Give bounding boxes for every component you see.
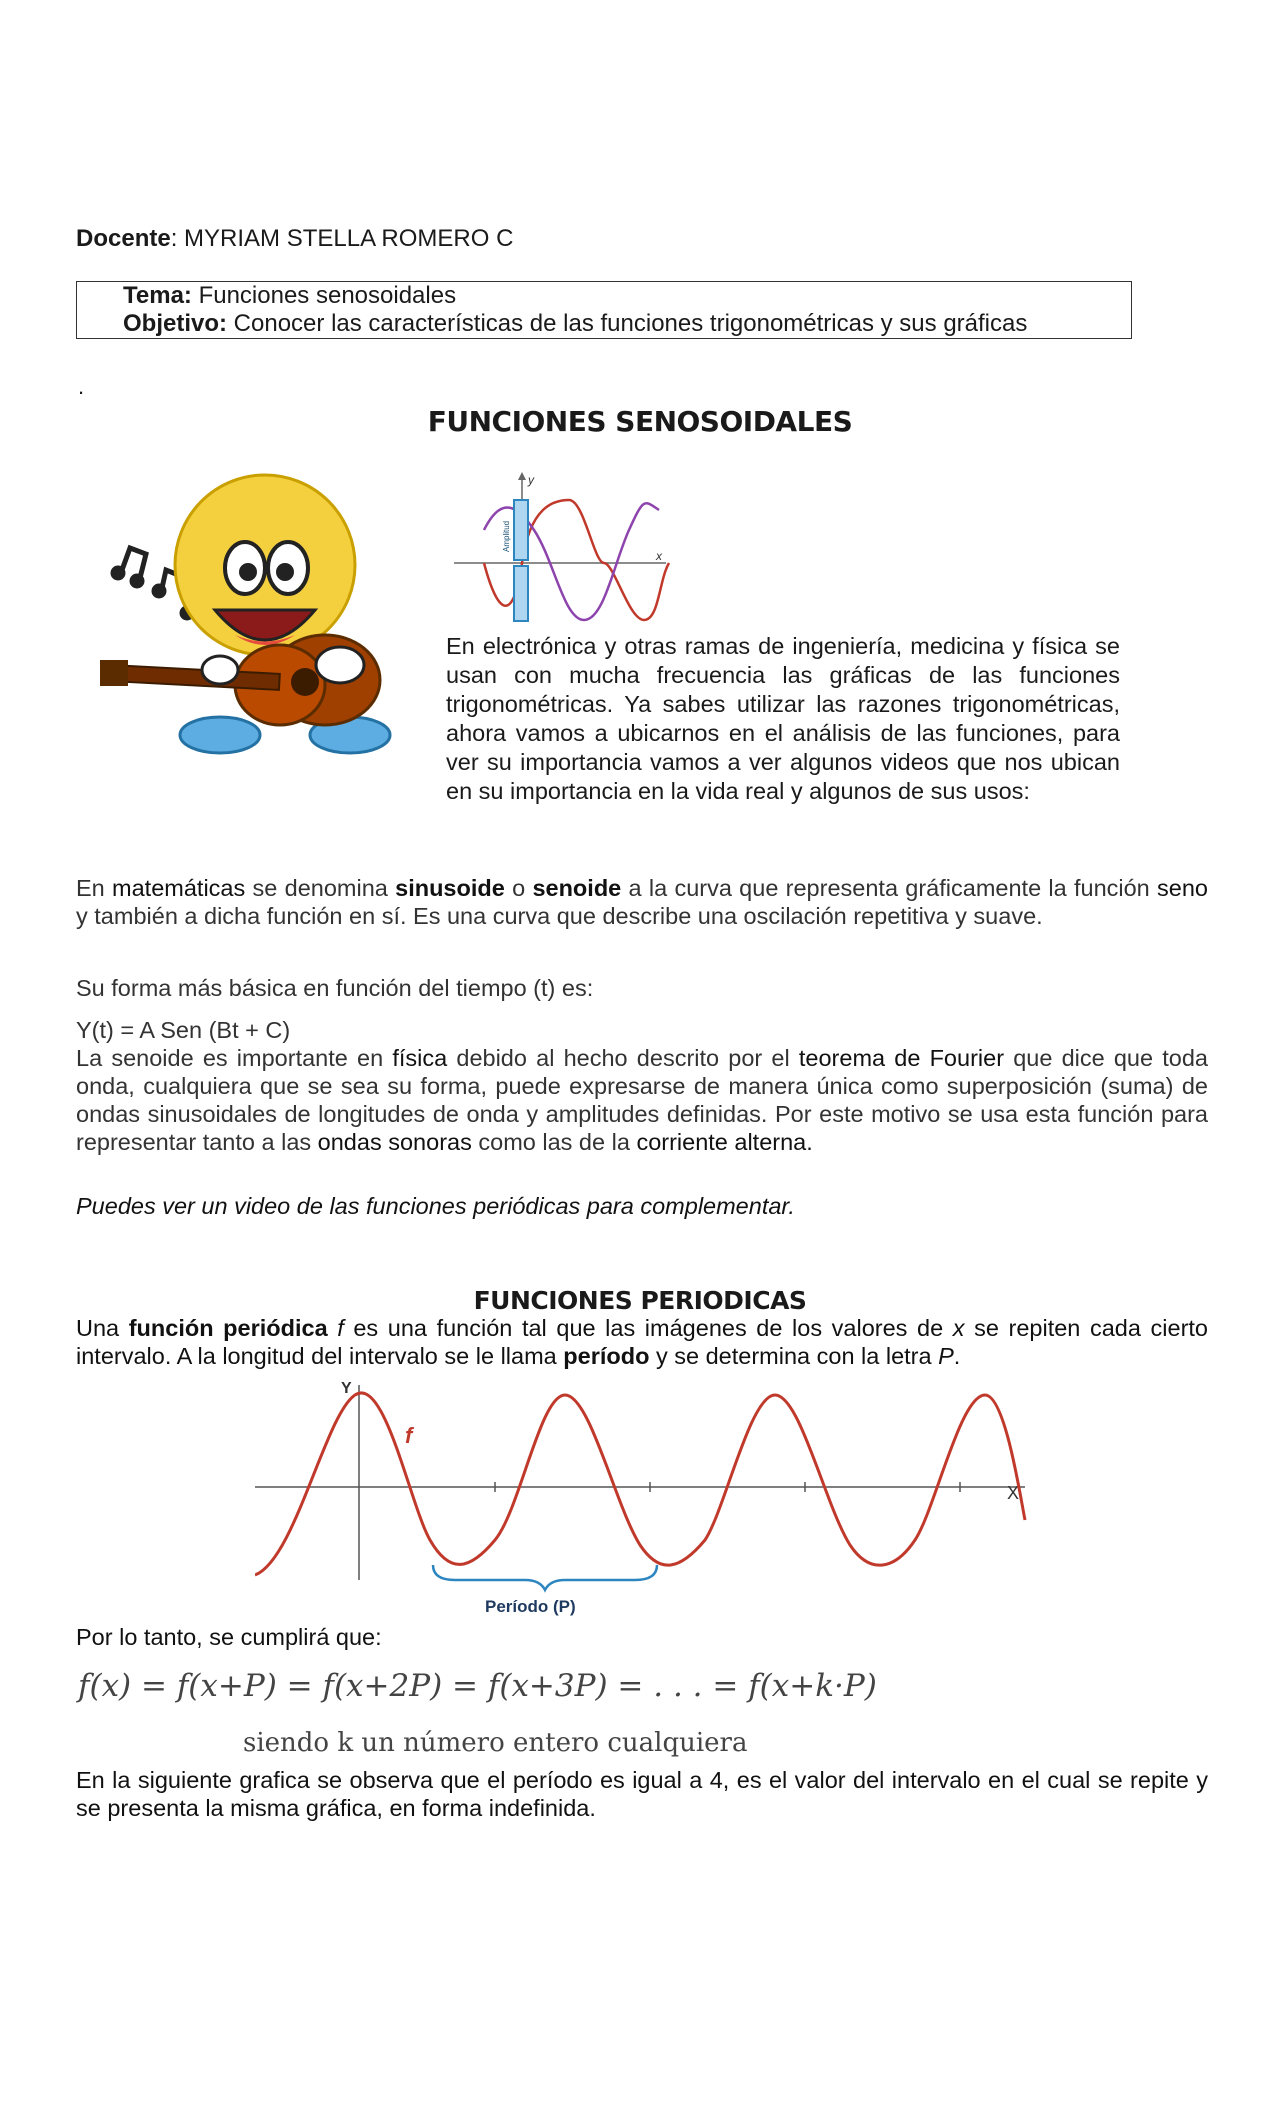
text-span: como las de la	[471, 1129, 637, 1155]
text-span: .	[953, 1343, 961, 1369]
link-fisica[interactable]: física	[392, 1045, 448, 1071]
section-title-periodicas: FUNCIONES PERIODICAS	[473, 1286, 807, 1315]
periodic-curve	[255, 1393, 1025, 1575]
tema-box	[76, 281, 1132, 339]
text-span: y también a dicha función en sí. Es una curva que describe una oscilación repetitiva y suave.	[76, 903, 1043, 929]
fourier-paragraph	[76, 1044, 1208, 1156]
link-seno[interactable]: seno	[1157, 875, 1209, 901]
text-span: o	[504, 875, 533, 901]
text-span: que dice que toda onda, cualquiera que se sea su forma, puede expresarse de manera única como superposición (suma) de ondas sinusoidales de longitudes de onda y amplitudes definidas. Por este motivo se usa esta función para representar tanto a las	[76, 1045, 1208, 1155]
graph-f-label: f	[405, 1423, 413, 1448]
video-note: Puedes ver un video de las funciones periódicas para complementar.	[76, 1193, 795, 1219]
italic-x: x	[952, 1315, 965, 1341]
objetivo-line	[123, 310, 1027, 338]
small-graph-x-label: x	[656, 549, 662, 563]
text-span: es una función tal que las imágenes de los valores de	[343, 1315, 953, 1341]
amplitude-label: Amplitud	[502, 520, 511, 552]
link-matematicas[interactable]: matemáticas	[112, 875, 246, 901]
bold-senoide: senoide	[532, 875, 622, 901]
tema-line	[123, 282, 456, 310]
sine-cosine-graph	[444, 470, 674, 630]
period-label: Período (P)	[485, 1597, 576, 1616]
intro-paragraph: En electrónica y otras ramas de ingeniería, medicina y física se usan con mucha frecuencia las gráficas de las funciones trigonométricas. Ya sabes utilizar las razones trigonométricas, ahora vamos a ubicarnos en el análisis de las funciones, para ver su importancia vamos a ver algunos videos que nos ubican en su importancia en la vida real y algunos de sus usos:	[446, 633, 1120, 804]
text-span: a la curva que representa gráficamente la función	[621, 875, 1158, 901]
objetivo-label: Objetivo:	[123, 310, 228, 337]
final-paragraph: En la siguiente grafica se observa que el período es igual a 4, es el valor del intervalo en el cual se repite y se presenta la misma gráfica, en forma indefinida.	[76, 1767, 1208, 1821]
dot-mark: .	[78, 374, 85, 399]
docente-value: : MYRIAM STELLA ROMERO C	[170, 225, 514, 252]
link-fourier[interactable]: teorema de Fourier	[798, 1045, 1005, 1071]
text-span: La senoide es importante en	[76, 1045, 393, 1071]
italic-p: P	[938, 1343, 954, 1369]
objetivo-value: Conocer las características de las funciones trigonométricas y sus gráficas	[227, 310, 1028, 337]
forma-basica: Su forma más básica en función del tiempo (t) es:	[76, 975, 594, 1001]
text-span: y se determina con la letra	[649, 1343, 939, 1369]
text-span: En	[76, 875, 113, 901]
graph-y-label: Y	[341, 1380, 352, 1397]
text-span: Una	[76, 1315, 129, 1341]
bold-funcion-periodica: función periódica	[128, 1315, 328, 1341]
small-graph-y-label: y	[528, 473, 534, 487]
tema-value: Funciones senosoidales	[191, 282, 457, 309]
amplitude-arrows-icon	[514, 500, 528, 621]
period-brace-icon	[433, 1565, 657, 1590]
graph-x-label: X	[1007, 1483, 1020, 1503]
text-span: se repiten cada cierto intervalo. A la longitud del intervalo se le llama	[76, 1315, 1208, 1369]
text-span: .	[806, 1129, 813, 1155]
docente-label: Docente	[76, 225, 171, 252]
page-title: FUNCIONES SENOSOIDALES	[427, 405, 853, 438]
tema-label: Tema:	[123, 282, 192, 309]
periodic-function-graph	[255, 1375, 1035, 1625]
periodica-definition	[76, 1314, 1208, 1370]
periodic-formula: f(x) = f(x+P) = f(x+2P) = f(x+3P) = . . . = f(x+k·P)	[78, 1668, 877, 1704]
sine-curve	[484, 500, 669, 620]
bold-periodo: período	[563, 1343, 650, 1369]
text-span: se denomina	[245, 875, 396, 901]
docente-line	[76, 225, 513, 253]
text-span: debido al hecho descrito por el	[447, 1045, 799, 1071]
sinusoide-definition	[76, 874, 1208, 930]
italic-f: f	[327, 1315, 344, 1341]
formula-note: siendo k un número entero cualquiera	[243, 1728, 748, 1758]
link-corriente-alterna[interactable]: corriente alterna	[636, 1129, 807, 1155]
bold-sinusoide: sinusoide	[395, 875, 505, 901]
link-ondas-sonoras[interactable]: ondas sonoras	[317, 1129, 472, 1155]
emoji-guitar-illustration	[100, 470, 410, 770]
formula-basica: Y(t) = A Sen (Bt + C)	[76, 1017, 291, 1043]
cumplira-text: Por lo tanto, se cumplirá que:	[76, 1624, 382, 1650]
